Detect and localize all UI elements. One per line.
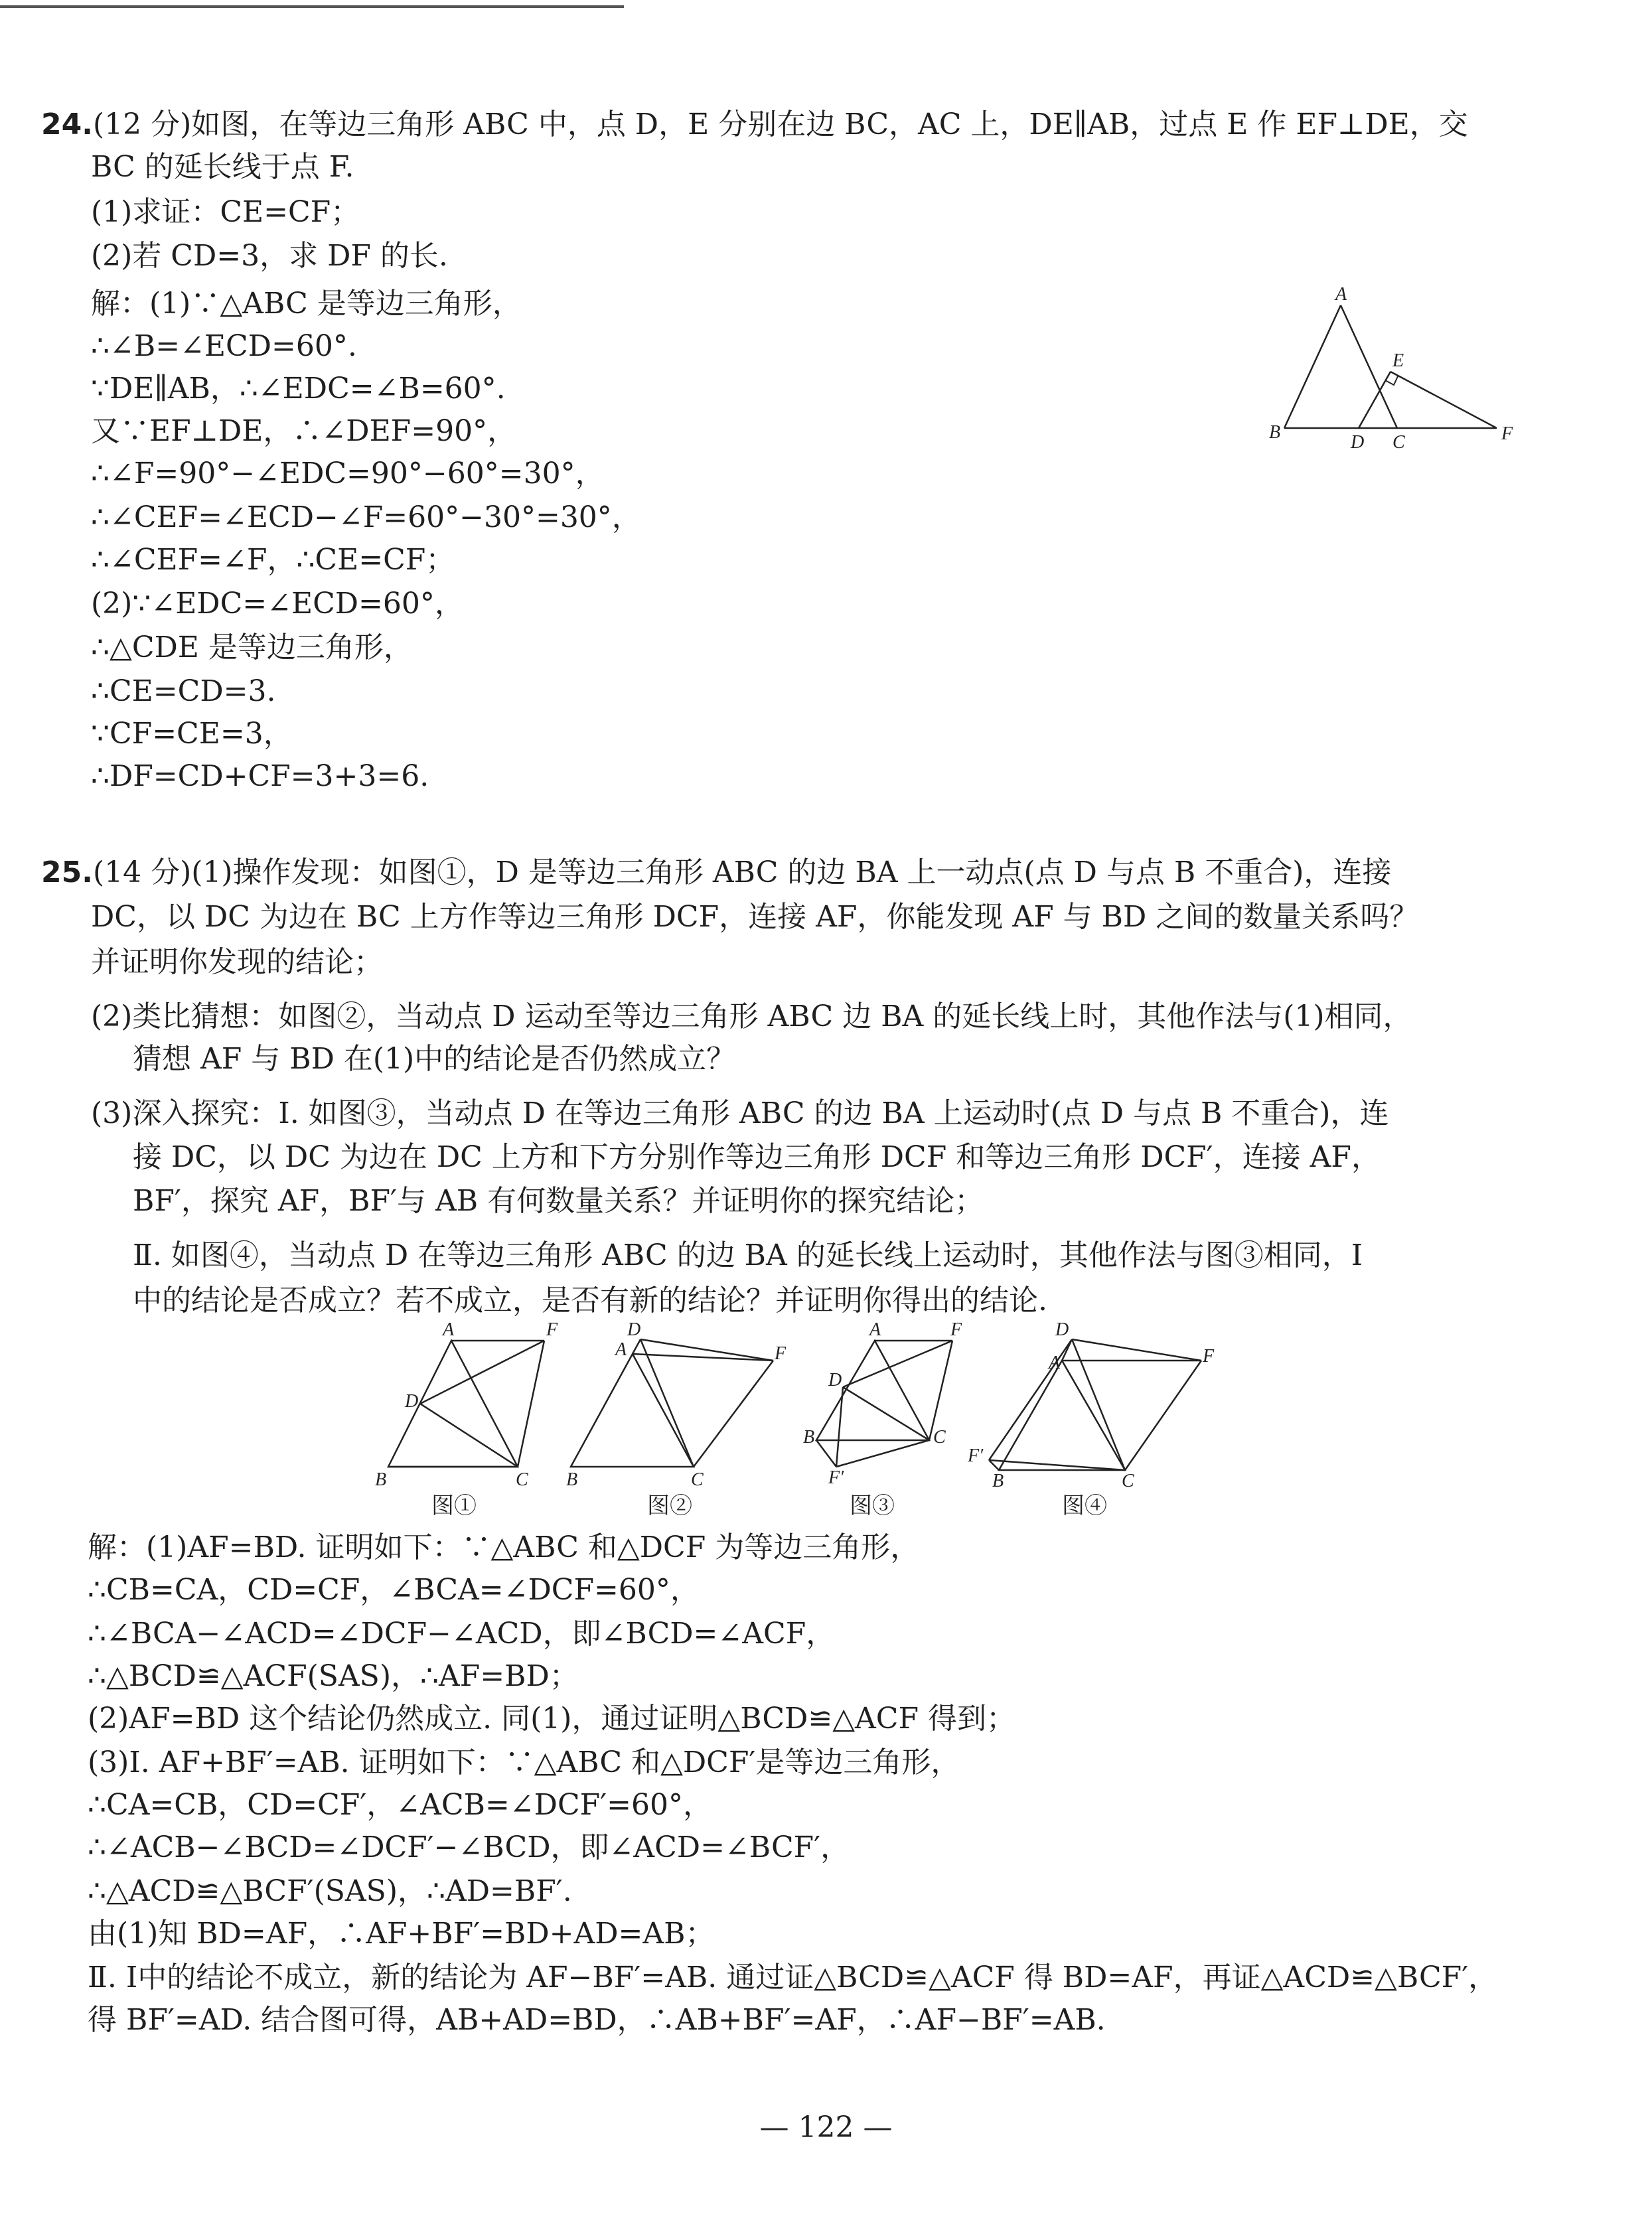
fig1-df xyxy=(420,1341,544,1404)
fig1-label-f: F xyxy=(546,1321,558,1340)
q25-line-7: 接 DC，以 DC 为边在 DC 上方和下方分别作等边三角形 DCF 和等边三角形 DCF′，连接 AF， xyxy=(133,1140,1381,1174)
fig1-label-b: B xyxy=(375,1469,387,1490)
fig4-label-fprime: F′ xyxy=(968,1446,984,1466)
fig3-fpc xyxy=(836,1440,929,1467)
fig3-df xyxy=(843,1341,952,1387)
q24-label-b: B xyxy=(1269,422,1281,443)
q25-line-6: (3)深入探究：Ⅰ. 如图③，当动点 D 在等边三角形 ABC 的边 BA 上运动时(点 D 与点 B 不重合)，连 xyxy=(91,1096,1389,1130)
fig4-df xyxy=(1072,1339,1201,1361)
q24-solution-10: ∴CE=CD=3. xyxy=(91,674,276,708)
q24-solution-11: ∵CF=CE=3， xyxy=(91,717,293,751)
q25-figure-4 xyxy=(962,1321,1235,1526)
q24-segment-ef xyxy=(1390,372,1497,428)
fig2-label-f: F xyxy=(775,1343,787,1364)
q24-number: 24. xyxy=(41,108,93,141)
fig1-label-a: A xyxy=(443,1321,455,1340)
fig3-dc xyxy=(843,1387,929,1440)
q25-solution-11: Ⅱ. Ⅰ中的结论不成立，新的结论为 AF−BF′=AB. 通过证△BCD≌△ACF 得 BD=AF，再证△ACD≌△BCF′， xyxy=(88,1961,1498,1994)
q25-line-1: 25.(14 分)(1)操作发现：如图①，D 是等边三角形 ABC 的边 BA 上一动点(点 D 与点 B 不重合)，连接 xyxy=(41,855,1392,889)
fig2-dc xyxy=(640,1339,694,1467)
fig4-label-b: B xyxy=(992,1471,1004,1491)
fig3-fc xyxy=(929,1341,952,1440)
q24-label-e: E xyxy=(1392,350,1404,371)
q24-solution-4: 又∵EF⊥DE，∴∠DEF=90°， xyxy=(91,414,517,448)
fig4-label-a: A xyxy=(1049,1353,1061,1373)
q25-solution-7: ∴CA=CB，CD=CF′，∠ACB=∠DCF′=60°， xyxy=(88,1788,712,1822)
fig2-label-a: A xyxy=(615,1339,627,1360)
fig2-label-b: B xyxy=(566,1469,578,1490)
fig1-caption: 图① xyxy=(431,1494,477,1519)
fig2-fc xyxy=(694,1361,773,1467)
fig3-caption: 图③ xyxy=(850,1494,895,1519)
fig4-fpc xyxy=(989,1460,1125,1470)
q24-solution-8: (2)∵∠EDC=∠ECD=60°， xyxy=(91,587,464,621)
q24-solution-12: ∴DF=CD+CF=3+3=6. xyxy=(91,759,429,793)
q25-solution-6: (3)Ⅰ. AF+BF′=AB. 证明如下：∵△ABC 和△DCF′是等边三角形， xyxy=(88,1746,960,1779)
fig4-label-f: F xyxy=(1203,1346,1215,1367)
q24-line-2: BC 的延长线于点 F. xyxy=(91,150,354,184)
q24-line-1: 24.(12 分)如图，在等边三角形 ABC 中，点 D，E 分别在边 BC，AC 上，DE∥AB，过点 E 作 EF⊥DE，交 xyxy=(41,108,1468,141)
fig3-label-a: A xyxy=(869,1321,881,1340)
fig1-label-d: D xyxy=(405,1391,419,1412)
q25-figure-1 xyxy=(368,1321,574,1526)
q25-solution-4: ∴△BCD≌△ACF(SAS)，∴AF=BD； xyxy=(88,1659,579,1693)
fig3-label-b: B xyxy=(803,1427,815,1448)
q24-label-f: F xyxy=(1501,423,1513,444)
q25-line-3: 并证明你发现的结论； xyxy=(91,945,383,979)
fig1-dc xyxy=(420,1404,518,1467)
fig2-ad xyxy=(633,1339,640,1354)
fig1-label-c: C xyxy=(516,1469,528,1490)
q24-solution-2: ∴∠B=∠ECD=60°. xyxy=(91,329,357,363)
fig3-bfp xyxy=(816,1440,836,1467)
q25-line-8: BF′，探究 AF，BF′与 AB 有何数量关系？并证明你的探究结论； xyxy=(133,1184,984,1218)
fig4-abc xyxy=(999,1361,1125,1470)
page-number: — 122 — xyxy=(759,2111,893,2144)
q25-line-2: DC，以 DC 为边在 BC 上方作等边三角形 DCF，连接 AF，你能发现 AF 与 BD 之间的数量关系吗？ xyxy=(91,900,1419,934)
q25-line-10: 中的结论是否成立？若不成立，是否有新的结论？并证明你得出的结论. xyxy=(133,1284,1047,1317)
q25-solution-9: ∴△ACD≌△BCF′(SAS)，∴AD=BF′. xyxy=(88,1874,572,1908)
q24-line-4: (2)若 CD=3，求 DF 的长. xyxy=(91,239,448,273)
fig4-caption: 图④ xyxy=(1062,1494,1107,1519)
q25-line-9: Ⅱ. 如图④，当动点 D 在等边三角形 ABC 的边 BA 的延长线上运动时，其他作法与图③相同，Ⅰ xyxy=(133,1238,1363,1272)
q24-label-a: A xyxy=(1335,285,1347,305)
fig2-label-d: D xyxy=(627,1321,641,1340)
q25-number: 25. xyxy=(41,855,93,889)
q24-side-ab xyxy=(1284,305,1341,428)
fig4-fpb xyxy=(989,1460,999,1470)
q24-label-c: C xyxy=(1392,432,1405,453)
q24-solution-3: ∵DE∥AB，∴∠EDC=∠B=60°. xyxy=(91,372,506,406)
fig4-label-d: D xyxy=(1055,1321,1069,1340)
q25-solution-8: ∴∠ACB−∠BCD=∠DCF′−∠BCD，即∠ACD=∠BCF′， xyxy=(88,1830,850,1864)
fig4-fc xyxy=(1125,1361,1201,1470)
q25-solution-3: ∴∠BCA−∠ACD=∠DCF−∠ACD，即∠BCD=∠ACF， xyxy=(88,1617,836,1651)
q25-solution-5: (2)AF=BD 这个结论仍然成立. 同(1)，通过证明△BCD≌△ACF 得到； xyxy=(88,1702,1015,1736)
q25-solution-2: ∴CB=CA，CD=CF，∠BCA=∠DCF=60°， xyxy=(88,1573,700,1607)
q25-figure-2 xyxy=(561,1321,800,1526)
q24-line-3: (1)求证：CE=CF； xyxy=(91,195,360,229)
fig3-label-f: F xyxy=(950,1321,962,1340)
q24-solution-9: ∴△CDE 是等边三角形， xyxy=(91,631,413,664)
fig3-label-fprime: F′ xyxy=(828,1467,844,1488)
fig3-label-c: C xyxy=(933,1427,946,1448)
q24-solution-6: ∴∠CEF=∠ECD−∠F=60°−30°=30°， xyxy=(91,500,641,534)
q25-figure-3 xyxy=(796,1321,969,1526)
fig3-label-d: D xyxy=(828,1370,842,1390)
q25-line-5: 猜想 AF 与 BD 在(1)中的结论是否仍然成立？ xyxy=(133,1042,736,1076)
top-rule xyxy=(0,5,624,8)
fig4-label-c: C xyxy=(1122,1471,1134,1491)
fig1-fc xyxy=(518,1341,544,1467)
q24-solution-7: ∴∠CEF=∠F，∴CE=CF； xyxy=(91,543,455,577)
fig3-abc xyxy=(816,1341,929,1440)
fig2-caption: 图② xyxy=(647,1494,692,1519)
q24-figure xyxy=(1261,285,1527,458)
fig2-label-c: C xyxy=(691,1469,704,1490)
q24-label-d: D xyxy=(1351,432,1365,453)
q24-solution-1: 解：(1)∵△ABC 是等边三角形， xyxy=(91,287,522,321)
q25-line-4: (2)类比猜想：如图②，当动点 D 运动至等边三角形 ABC 边 BA 的延长线上时，其他作法与(1)相同， xyxy=(91,1000,1412,1033)
fig4-dc xyxy=(1072,1339,1125,1470)
q25-solution-10: 由(1)知 BD=AF，∴AF+BF′=BD+AD=AB； xyxy=(88,1917,715,1951)
q25-solution-1: 解：(1)AF=BD. 证明如下：∵△ABC 和△DCF 为等边三角形， xyxy=(88,1530,920,1564)
q24-solution-5: ∴∠F=90°−∠EDC=90°−60°=30°， xyxy=(91,457,605,490)
q25-solution-12: 得 BF′=AD. 结合图可得，AB+AD=BD，∴AB+BF′=AF，∴AF−BF′=AB. xyxy=(88,2003,1106,2037)
